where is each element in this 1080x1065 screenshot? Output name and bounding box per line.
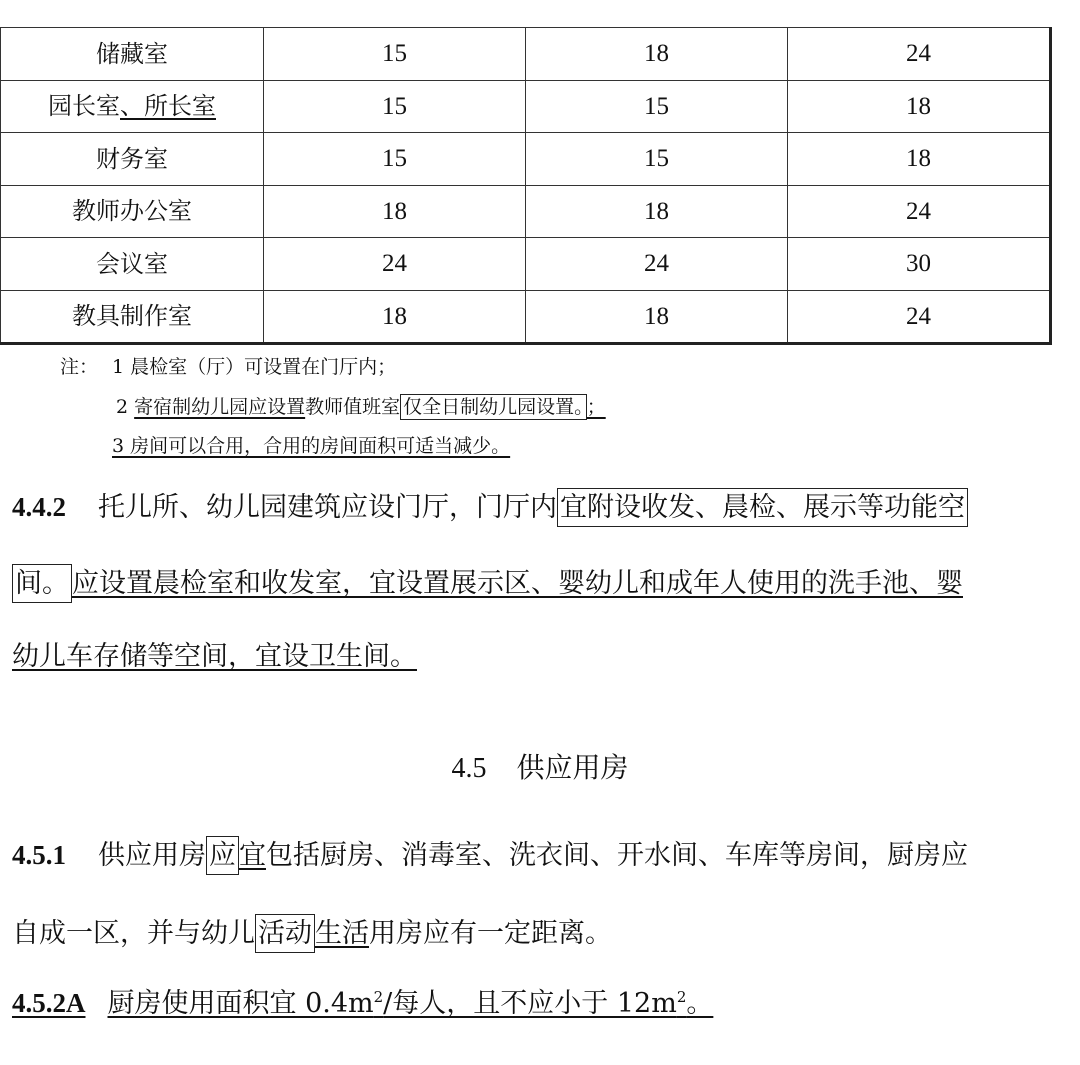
note-text: 1 晨检室（厅）可设置在门厅内； (112, 356, 397, 378)
section-heading (0, 751, 1080, 784)
room-name-cell: 会议室 (1, 238, 264, 291)
clause-text: 厨房使用面积宜 0.4m (107, 988, 374, 1019)
note-label: 注： (60, 356, 99, 378)
table-row (1, 80, 1051, 133)
clause-number: 4.5.2A (12, 988, 86, 1018)
room-name-cell: 教具制作室 (1, 290, 264, 344)
room-name-part: 园长室 (48, 92, 120, 121)
table-note-1 (60, 358, 396, 377)
clause-4-4-2-line-1 (12, 494, 1074, 521)
clause-text: 用房应有一定距离。 (369, 918, 612, 949)
area-value-cell: 24 (788, 290, 1051, 344)
clause-text-deleted-box: 间。 (12, 564, 72, 603)
clause-text: 。 (686, 988, 714, 1019)
clause-4-4-2-line-3 (12, 643, 1074, 670)
clause-text: 供应用房 (98, 840, 206, 871)
area-value-cell: 24 (526, 238, 788, 291)
area-value-cell: 24 (788, 185, 1051, 238)
clause-number: 4.4.2 (12, 492, 66, 522)
note-text-inserted: 3 房间可以合用，合用的房间面积可适当减少。 (112, 435, 511, 457)
table-row (1, 238, 1051, 291)
room-name-cell: 财务室 (1, 133, 264, 186)
room-name-cell (1, 80, 264, 133)
room-name-cell: 教师办公室 (1, 185, 264, 238)
clause-text-inserted: 应设置晨检室和收发室， (72, 568, 369, 599)
note-text-inserted: ； (586, 396, 606, 418)
section-number: 4.5 (451, 753, 487, 784)
table-row (1, 133, 1051, 186)
table-row (1, 28, 1051, 81)
area-value-cell: 30 (788, 238, 1051, 291)
superscript: 2 (676, 988, 687, 1006)
clause-text: 自成一区，并与幼儿 (12, 918, 255, 949)
area-value-cell: 15 (526, 133, 788, 186)
room-area-table (0, 27, 1052, 345)
area-value-cell: 18 (526, 290, 788, 344)
area-value-cell: 18 (264, 290, 526, 344)
table-note-3 (112, 437, 510, 456)
note-number: 2 (116, 396, 135, 418)
section-title: 供应用房 (516, 751, 629, 784)
area-value-cell: 24 (264, 238, 526, 291)
table-row (1, 185, 1051, 238)
area-value-cell: 15 (264, 133, 526, 186)
note-text: 教师值班室 (305, 396, 401, 418)
clause-text-deleted-box: 活动 (255, 914, 315, 953)
area-value-cell: 18 (526, 185, 788, 238)
area-value-cell: 18 (264, 185, 526, 238)
clause-text-deleted-box: 宜附设收发、晨检、展示等功能空 (557, 488, 968, 527)
clause-text: /每人，且不应小于 12m (383, 988, 677, 1019)
superscript: 2 (373, 988, 384, 1006)
note-text-inserted: 寄宿制幼儿园应设置 (134, 396, 306, 418)
table-note-2 (116, 398, 606, 417)
clause-text-deleted-box: 应 (206, 836, 239, 875)
clause-text-inserted: 幼儿车存储等空间，宜设卫生间。 (12, 641, 417, 672)
clause-text: 包括厨房、消毒室、洗衣间、开水间、车库等房间，厨房应 (266, 840, 968, 871)
clause-text-inserted: 生活 (315, 918, 369, 949)
clause-4-4-2-line-2 (12, 570, 1074, 597)
area-value-cell: 18 (788, 80, 1051, 133)
note-text-deleted-box: 仅全日制幼儿园设置。 (400, 394, 587, 420)
area-value-cell: 18 (526, 28, 788, 81)
clause-4-5-1-line-2 (12, 920, 1074, 947)
clause-text: 托儿所、幼儿园建筑应设门厅，门厅内 (98, 492, 557, 523)
area-value-cell: 24 (788, 28, 1051, 81)
area-value-cell: 15 (264, 28, 526, 81)
area-value-cell: 18 (788, 133, 1051, 186)
table-row (1, 290, 1051, 344)
clause-text-inserted: 宜 (239, 840, 266, 871)
area-value-cell: 15 (264, 80, 526, 133)
room-name-cell: 储藏室 (1, 28, 264, 81)
room-name-inserted-part: 、所长室 (120, 92, 216, 121)
clause-4-5-2a (12, 990, 1074, 1017)
area-value-cell: 15 (526, 80, 788, 133)
clause-4-5-1-line-1 (12, 842, 1074, 869)
clause-text-inserted: 宜设置展示区、婴幼儿和成年人使用的洗手池、婴 (369, 568, 963, 599)
clause-number: 4.5.1 (12, 840, 66, 870)
